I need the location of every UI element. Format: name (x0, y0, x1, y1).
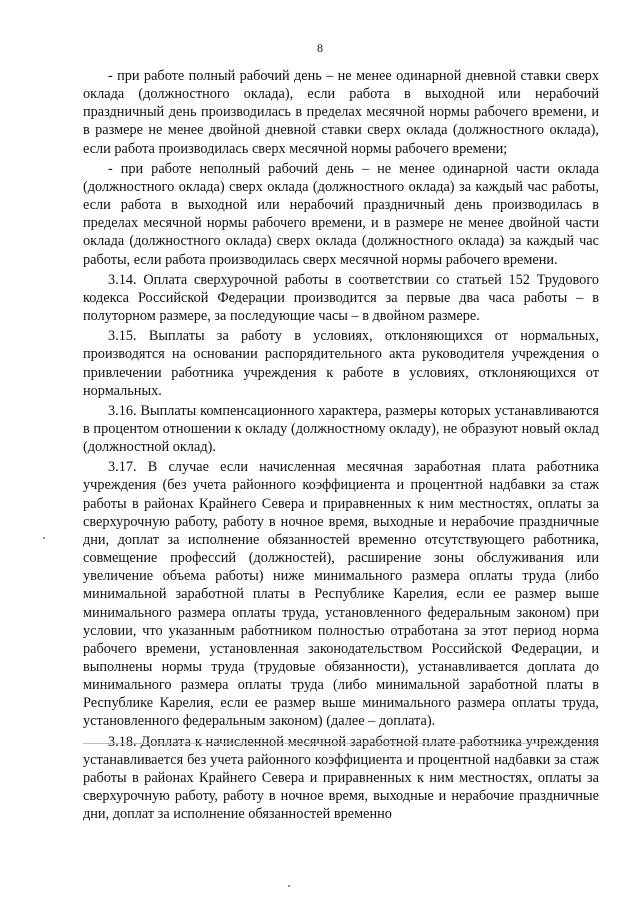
paragraph-part-day-pay: - при работе неполный рабочий день – не менее одинарной части оклада (должностного оклада) сверх оклада (должностного оклада) за каждый час работы, если работа в выходной или нерабочий праздничный день производилась в пределах месячной нормы рабочего времени, и в размере не менее двойной части оклада (должностного оклада) сверх оклада (должностного оклада) за каждый час работы, если работа производилась сверх месячной нормы рабочего времени. (83, 160, 599, 268)
paragraph-3-16: 3.16. Выплаты компенсационного характера, размеры которых устанавливаются в процентом отношении к окладу (должностному окладу), не образуют новый оклад (должностной оклад). (83, 402, 599, 456)
scan-speck (43, 537, 45, 539)
scan-speck (288, 885, 290, 887)
page-number: 8 (317, 41, 323, 55)
paragraph-3-18: 3.18. Доплата к начисленной месячной заработной плате работника учреждения устанавливается без учета районного коэффициента и процентной надбавки за стаж работы в районах Крайнего Севера и приравненных к ним местностях, оплаты за сверхурочную работу, работу в ночное время, выходные и нерабочие праздничные дни, доплат за исполнение обязанностей временно (83, 733, 599, 823)
document-body (83, 67, 599, 823)
paragraph-3-14: 3.14. Оплата сверхурочной работы в соответствии со статьей 152 Трудового кодекса Российской Федерации производится за первые два часа работы – в полуторном размере, за последующие часы – в двойном размере. (83, 271, 599, 325)
paragraph-3-15: 3.15. Выплаты за работу в условиях, отклоняющихся от нормальных, производятся на основании распорядительного акта руководителя учреждения о привлечении работника учреждения к работе в условиях, отклоняющихся от нормальных. (83, 328, 599, 399)
paragraph-full-day-pay: - при работе полный рабочий день – не менее одинарной дневной ставки сверх оклада (должностного оклада), если работа в выходной или нерабочий праздничный день производилась в пределах месячной нормы рабочего времени, и в размере не менее двойной дневной ставки сверх оклада (должностного оклада), если работа производилась сверх месячной нормы рабочего времени; (83, 68, 599, 157)
paragraph-3-17: 3.17. В случае если начисленная месячная заработная плата работника учреждения (без учета районного коэффициента и процентной надбавки за стаж работы в районах Крайнего Севера и приравненных к ним местностях, оплаты за сверхурочную работу, работу в ночное время, выходные и нерабочие праздничные дни, доплат за исполнение обязанностей временно отсутствующего работника, совмещение профессий (должностей), расширение зоны обслуживания или увеличение объема работы) ниже минимального размера оплаты труда (либо минимальной заработной платы в Республике Карелия, если ее размер выше минимального размера оплаты труда, установленного федеральным законом) при условии, что указанным работником полностью отработана за этот период норма рабочего времени, установленная законодательством Российской Федерации, и выполнены нормы труда (трудовые обязанности), устанавливается доплата до минимального размера оплаты труда (либо минимальной заработной платы в Республике Карелия, если ее размер выше минимального размера оплаты труда, установленного федеральным законом) (далее – доплата). (83, 459, 599, 730)
scan-fold-line (83, 743, 599, 744)
